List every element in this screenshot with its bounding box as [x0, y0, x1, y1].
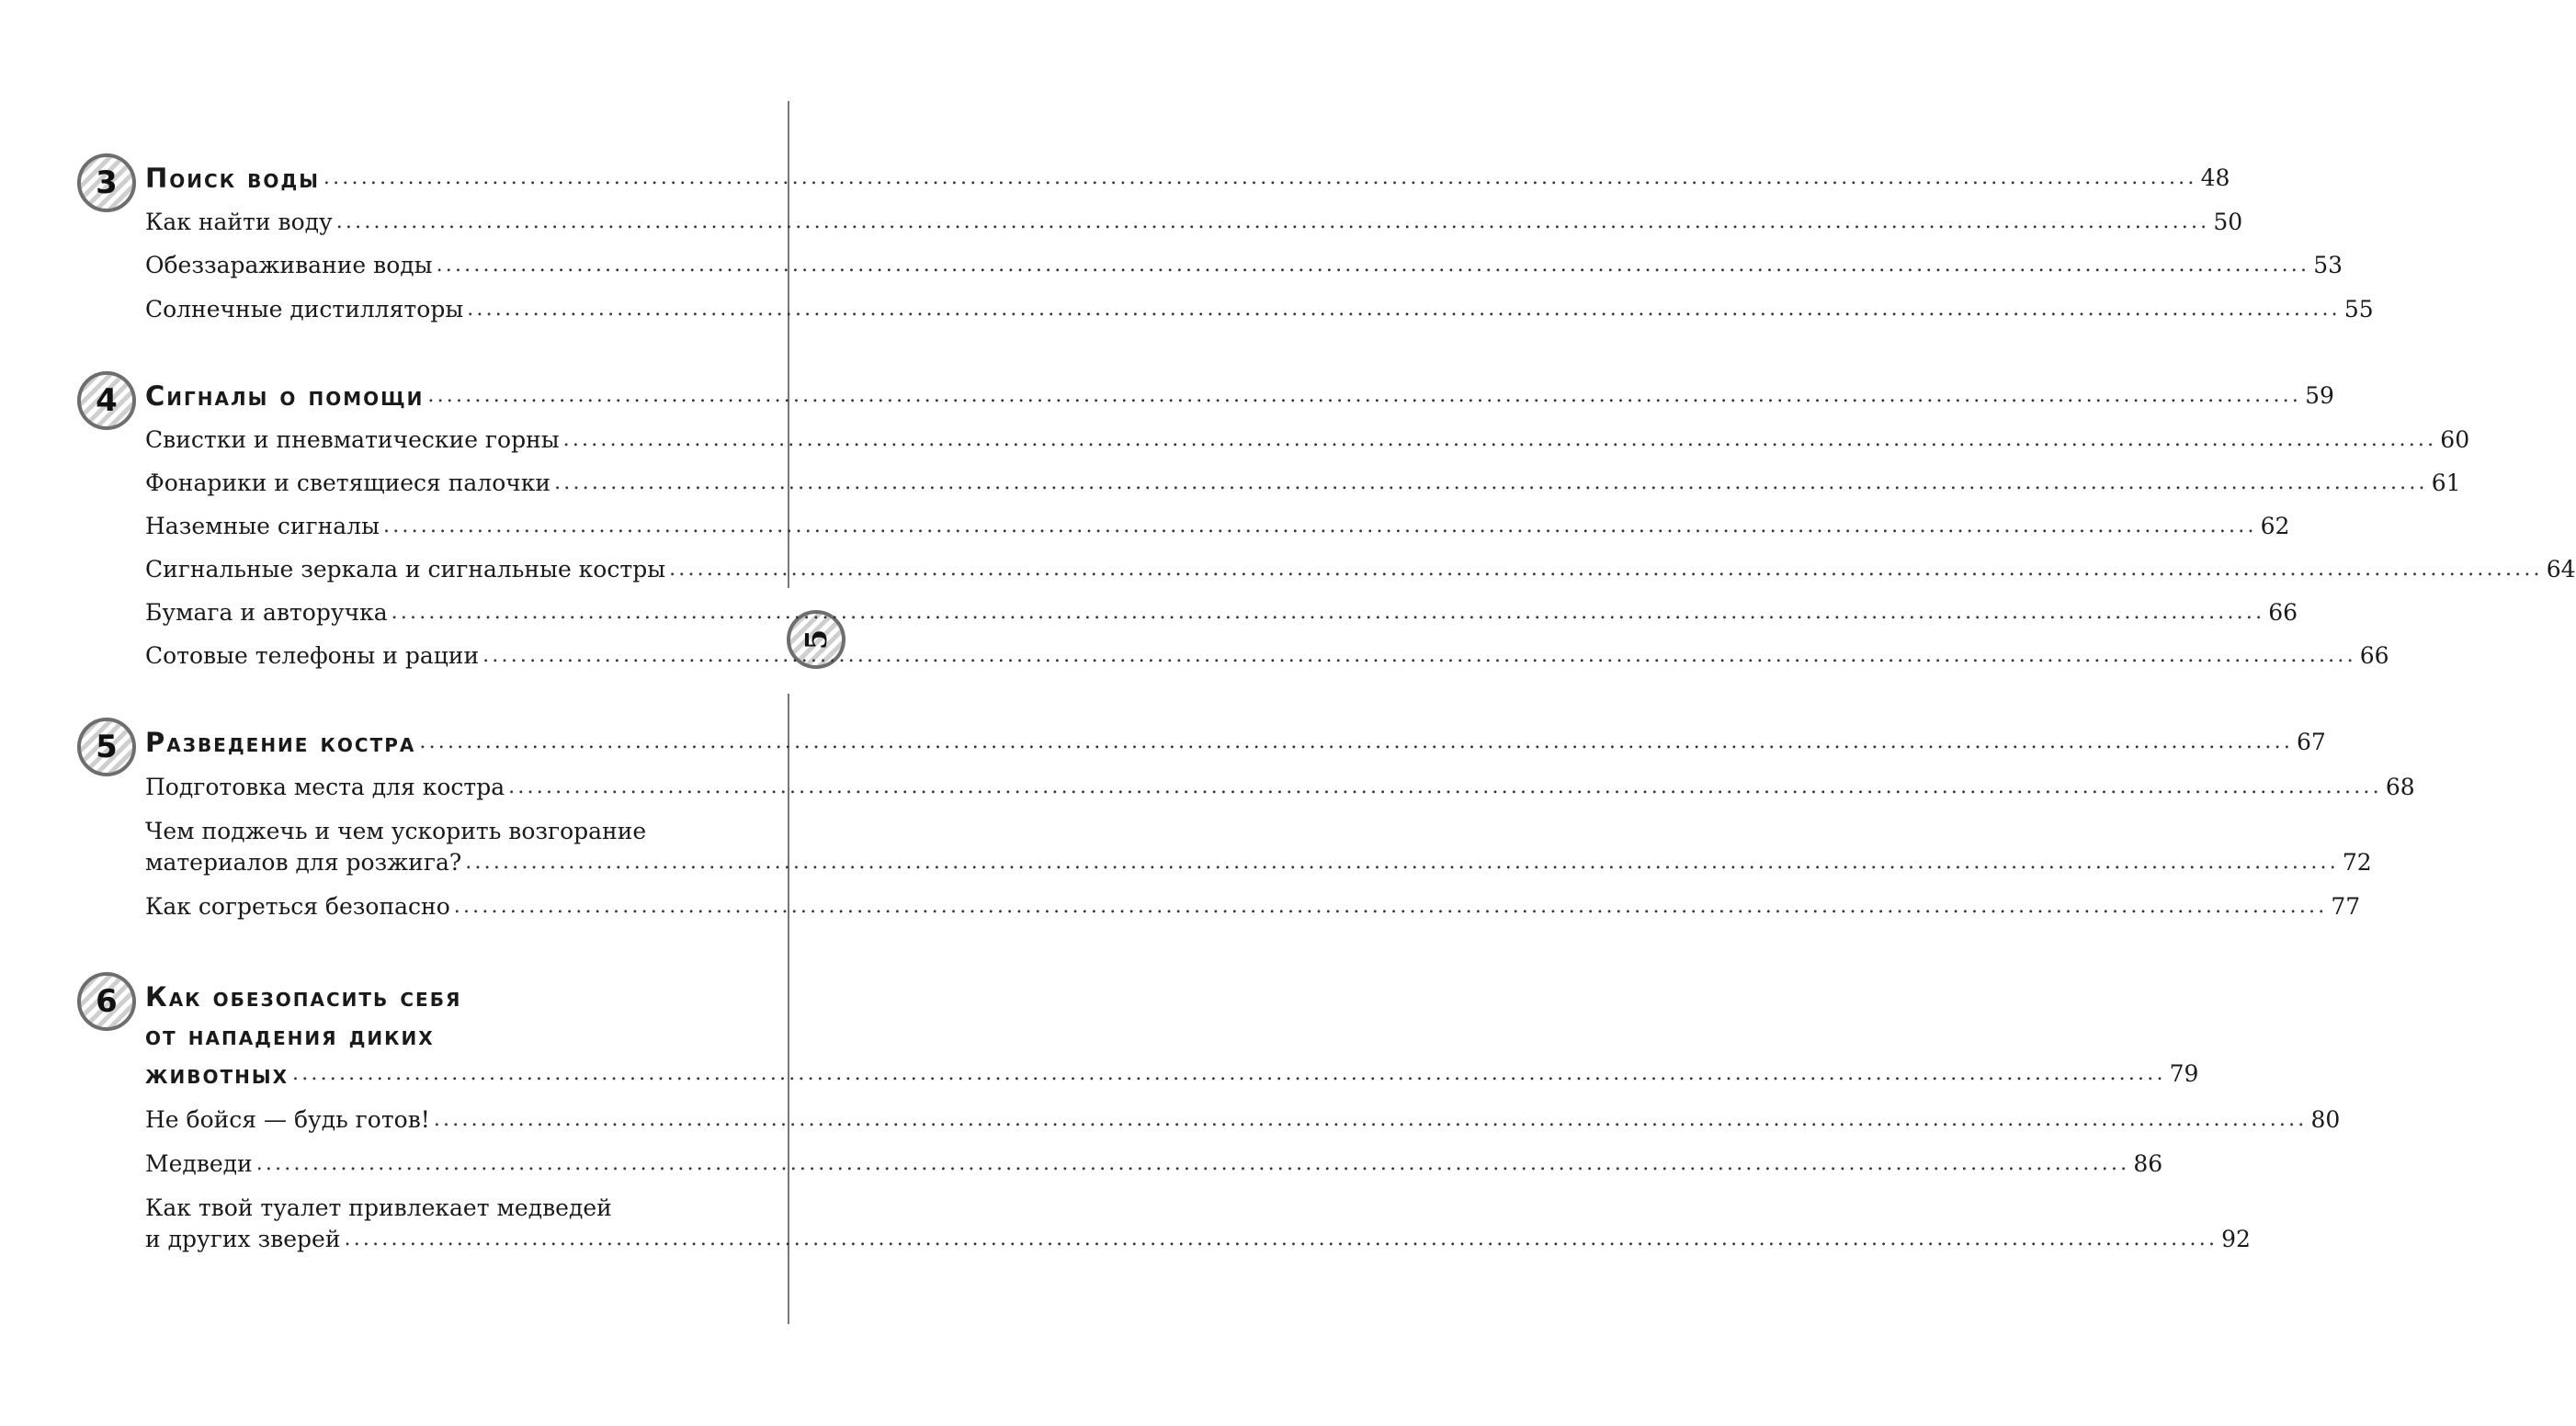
chapter-title[interactable] [145, 1058, 2199, 1090]
toc-entry-text: Солнечные дистилляторы [145, 294, 467, 325]
page-ref: 72 [2339, 847, 2372, 878]
chapter-title-text: животных [145, 1058, 292, 1090]
toc-entry[interactable] [145, 640, 2389, 672]
page-ref: 55 [2341, 294, 2374, 325]
toc-entry-text: Обеззараживание воды [145, 250, 437, 281]
toc-entry-text: Сигнальные зеркала и сигнальные костры [145, 554, 669, 585]
toc-entry[interactable] [145, 294, 2374, 325]
leader-dots: ........................................................................................................................................................................................................ [433, 1108, 2308, 1131]
chapter-title-text: от нападения диких [145, 1020, 438, 1051]
page-ref: 77 [2327, 891, 2360, 922]
leader-dots: ........................................................................................................................................................................................................ [508, 775, 2382, 798]
chapter-title[interactable] [145, 727, 2326, 758]
chapter-title-text: Разведение костра [145, 727, 419, 758]
toc-entry-text: Как найти воду [145, 207, 336, 238]
page-number: 5 [798, 628, 834, 651]
page-ref: 59 [2301, 380, 2334, 412]
toc-entry[interactable] [145, 597, 2298, 628]
page-ref: 92 [2218, 1224, 2251, 1255]
toc-entry[interactable] [145, 554, 2576, 585]
page-ref: 67 [2293, 727, 2326, 758]
toc-entry-text: Не бойся — будь готов! [145, 1104, 434, 1136]
toc-entry[interactable] [145, 1104, 2341, 1136]
leader-dots: ........................................................................................................................................................................................................ [427, 384, 2302, 407]
toc-entry[interactable] [145, 424, 2470, 456]
page-ref: 62 [2257, 511, 2290, 542]
page-ref: 68 [2382, 772, 2415, 803]
chapter-number: 5 [96, 729, 118, 765]
chapter-title[interactable] [145, 981, 761, 1013]
leader-dots: ........................................................................................................................................................................................................ [344, 1228, 2219, 1251]
leader-dots: ........................................................................................................................................................................................................ [391, 601, 2265, 624]
leader-dots: ........................................................................................................................................................................................................ [255, 1152, 2130, 1175]
chapter-number: 4 [96, 382, 118, 419]
leader-dots: ........................................................................................................................................................................................................ [323, 166, 2197, 189]
page-ref: 66 [2356, 640, 2389, 672]
chapter-title-text: Как обезопасить себя [145, 981, 465, 1013]
chapter-title[interactable] [145, 163, 2230, 194]
chapter-number: 6 [96, 983, 118, 1020]
leader-dots: ........................................................................................................................................................................................................ [482, 644, 2356, 667]
chapter-number-badge [77, 718, 136, 776]
toc-entry-text: Как твой туалет привлекает медведей [145, 1193, 616, 1224]
toc-entry-text: и других зверей [145, 1224, 345, 1255]
page-ref: 50 [2209, 207, 2242, 238]
toc-entry-text: Подготовка места для костра [145, 772, 508, 803]
leader-dots: ........................................................................................................................................................................................................ [467, 298, 2341, 321]
page-ref: 48 [2197, 163, 2230, 194]
chapter-number-badge [77, 153, 136, 212]
page-ref: 64 [2543, 554, 2576, 585]
leader-dots: ........................................................................................................................................................................................................ [465, 851, 2339, 874]
page-ref: 66 [2264, 597, 2298, 628]
leader-dots: ........................................................................................................................................................................................................ [669, 558, 2543, 581]
page-ref: 60 [2436, 424, 2469, 456]
toc-entry[interactable] [145, 847, 2372, 878]
toc-entry[interactable] [145, 1149, 2163, 1180]
leader-dots: ........................................................................................................................................................................................................ [554, 471, 2428, 494]
toc-entry[interactable] [145, 1224, 2251, 1255]
chapter-number-badge [77, 371, 136, 430]
chapter-title[interactable] [145, 1020, 761, 1051]
page-ref: 86 [2129, 1149, 2162, 1180]
toc-entry[interactable] [145, 816, 761, 847]
leader-dots: ........................................................................................................................................................................................................ [419, 730, 2294, 753]
leader-dots: ........................................................................................................................................................................................................ [292, 1062, 2166, 1085]
chapter-number-badge [77, 972, 136, 1031]
toc-entry[interactable] [145, 468, 2461, 499]
chapter-number: 3 [96, 164, 118, 201]
chapter-title-text: Сигналы о помощи [145, 380, 427, 412]
toc-entry-text: Свистки и пневматические горны [145, 424, 563, 456]
leader-dots: ........................................................................................................................................................................................................ [335, 210, 2210, 233]
page-ref: 80 [2307, 1104, 2340, 1136]
toc-entry-text: Сотовые телефоны и рации [145, 640, 482, 672]
toc-entry[interactable] [145, 891, 2361, 922]
toc-entry[interactable] [145, 250, 2343, 281]
leader-dots: ........................................................................................................................................................................................................ [562, 428, 2437, 451]
toc-entry-text: материалов для розжига? [145, 847, 465, 878]
page-ref: 61 [2428, 468, 2461, 499]
toc-entry[interactable] [145, 1193, 761, 1224]
toc-entry[interactable] [145, 511, 2290, 542]
toc-entry-text: Фонарики и светящиеся палочки [145, 468, 554, 499]
toc-entry-text: Медведи [145, 1149, 256, 1180]
leader-dots: ........................................................................................................................................................................................................ [453, 895, 2328, 918]
chapter-title[interactable] [145, 380, 2334, 412]
toc-entry-text: Наземные сигналы [145, 511, 383, 542]
page-ref: 53 [2309, 250, 2343, 281]
leader-dots: ........................................................................................................................................................................................................ [383, 515, 2257, 538]
chapter-title-text: Поиск воды [145, 163, 323, 194]
leader-dots: ........................................................................................................................................................................................................ [436, 254, 2310, 277]
toc-entry-text: Бумага и авторучка [145, 597, 392, 628]
page-ref: 79 [2166, 1058, 2199, 1090]
toc-entry[interactable] [145, 207, 2243, 238]
toc-entry-text: Чем поджечь и чем ускорить возгорание [145, 816, 650, 847]
toc-entry[interactable] [145, 772, 2415, 803]
toc-entry-text: Как согреться безопасно [145, 891, 454, 922]
